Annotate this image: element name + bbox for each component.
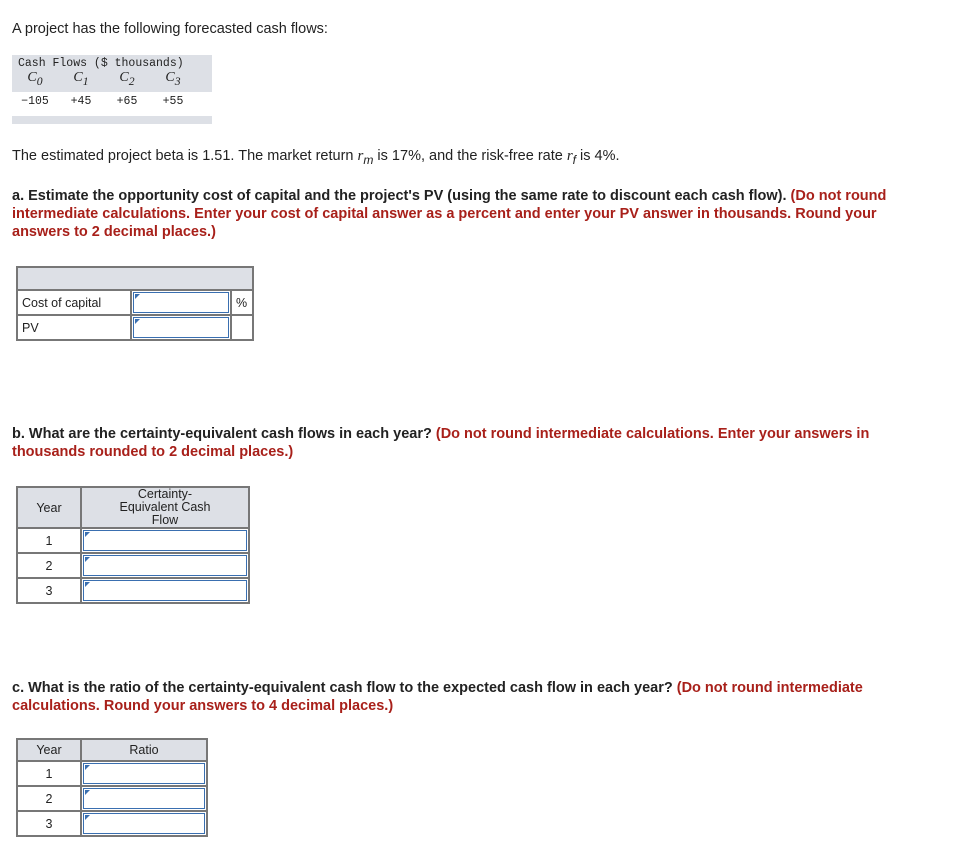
year-header: Year	[17, 739, 81, 761]
part-b-question: b. What are the certainty-equivalent cash flows in each year? (Do not round intermediate calculations. Enter your answers in thousands rounded to 2 decimal places.)	[12, 426, 870, 460]
header-c1: $C_1$	[73, 70, 89, 88]
part-c-table	[16, 738, 208, 837]
table-footer-bar	[12, 116, 212, 124]
value-c3: +55	[162, 95, 184, 108]
given-text: The estimated project beta is 1.51. The market return $r_m$ is 17%, and the risk-free rate $r_f$ is 4%.	[12, 148, 620, 167]
cash-flow-table	[12, 55, 212, 124]
ratio-input-year-2[interactable]	[81, 786, 207, 811]
label-cost-of-capital: Cost of capital	[17, 290, 131, 315]
ratio-header: Ratio	[81, 739, 207, 761]
year-header: Year	[17, 487, 81, 528]
ce-input-year-3[interactable]	[81, 578, 249, 603]
intro-text: A project has the following forecasted cash flows:	[12, 21, 328, 37]
ce-input-year-2[interactable]	[81, 553, 249, 578]
header-c0: $C_0$	[27, 70, 43, 88]
part-c-question: c. What is the ratio of the certainty-equivalent cash flow to the expected cash flow in each year? (Do not round intermediate calculations. Round your answers to 4 decimal places.)	[12, 680, 863, 714]
value-c1: +45	[70, 95, 92, 108]
value-c2: +65	[116, 95, 138, 108]
year-1: 1	[17, 528, 81, 553]
value-c0: −105	[21, 95, 49, 108]
part-a-table	[16, 266, 254, 341]
year-1: 1	[17, 761, 81, 786]
header-c2: $C_2$	[119, 70, 135, 88]
part-a-question: a. Estimate the opportunity cost of capital and the project's PV (using the same rate to discount each cash flow). (Do not round intermediate calculations. Enter your cost of capital answer as a percent and enter your PV answer in thousands. Round your answers to 2 decimal places.)	[12, 188, 887, 240]
ce-header: Certainty-Equivalent Cash Flow	[81, 487, 249, 528]
year-3: 3	[17, 811, 81, 836]
ratio-input-year-3[interactable]	[81, 811, 207, 836]
year-2: 2	[17, 786, 81, 811]
pv-input[interactable]	[131, 315, 231, 340]
part-b-table	[16, 486, 250, 604]
ratio-input-year-1[interactable]	[81, 761, 207, 786]
cost-of-capital-input[interactable]	[131, 290, 231, 315]
year-3: 3	[17, 578, 81, 603]
cash-flow-title: Cash Flows ($ thousands)	[18, 57, 184, 70]
ce-input-year-1[interactable]	[81, 528, 249, 553]
header-c3: $C_3$	[165, 70, 181, 88]
year-2: 2	[17, 553, 81, 578]
label-pv: PV	[17, 315, 131, 340]
percent-unit: %	[231, 290, 253, 315]
